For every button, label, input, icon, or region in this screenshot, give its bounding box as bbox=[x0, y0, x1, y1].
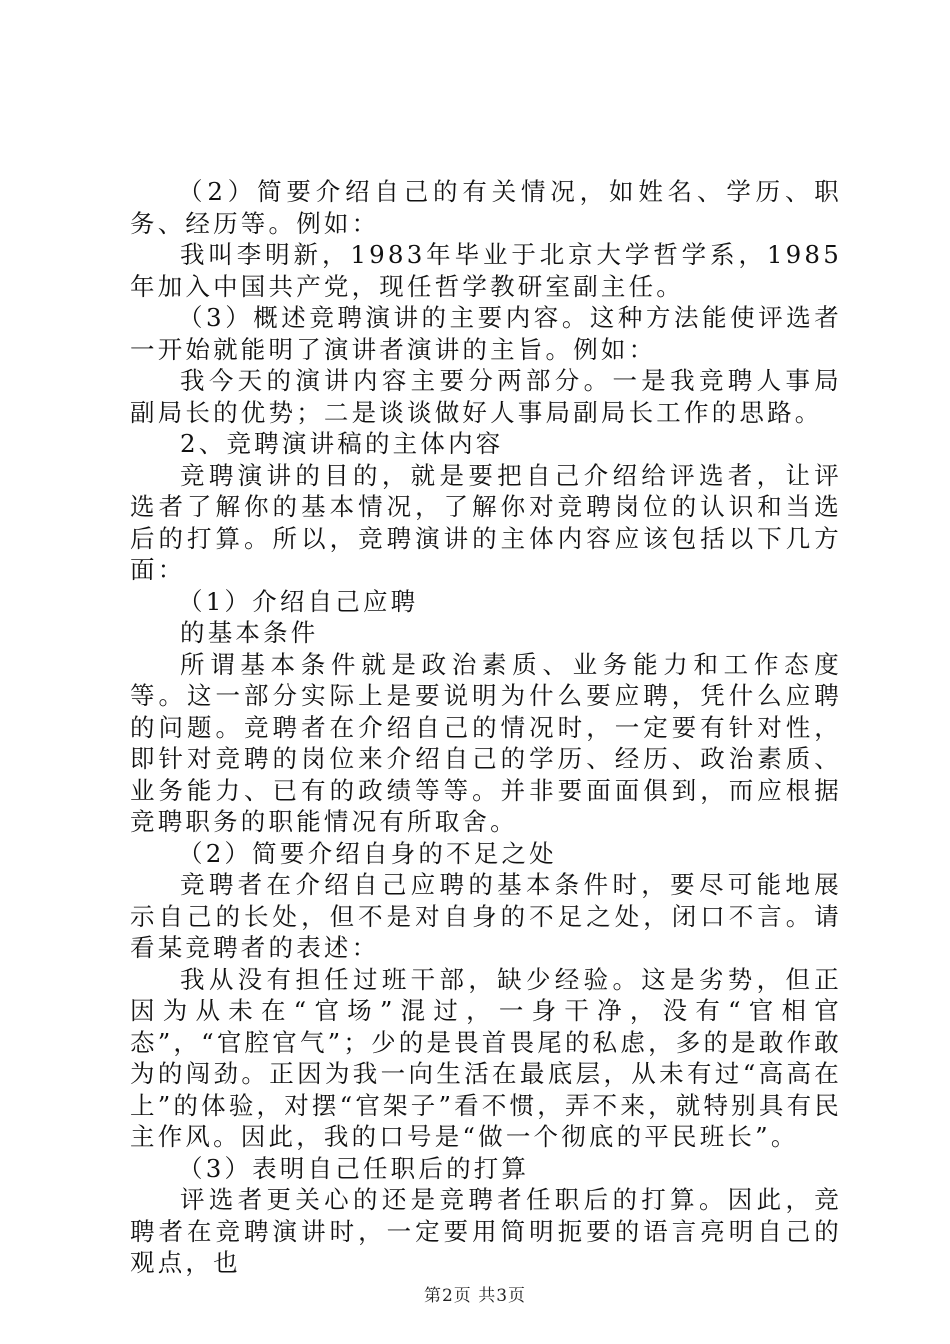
paragraph: 我今天的演讲内容主要分两部分。一是我竞聘人事局副局长的优势；二是谈谈做好人事局副局长工作的思路。 bbox=[130, 366, 842, 427]
section-heading: 2、竞聘演讲稿的主体内容 bbox=[180, 429, 504, 458]
quoted-paragraph: 我从没有担任过班干部，缺少经验。这是劣势，但正因为从未在“官场”混过，一身干净，没有“官相官态”，“官腔官气”；少的是畏首畏尾的私虑，多的是敢作敢为的闯劲。正因为我一向生活在最底层，从未有过“高高在上”的体验，对摆“官架子”看不惯，弄不来，就特别具有民主作风。因此，我的口号是“做一个彻底的平民班长”。 bbox=[130, 964, 842, 1151]
paragraph: （2）简要介绍自己的有关情况，如姓名、学历、职务、经历等。例如： bbox=[130, 177, 842, 238]
paragraph: 评选者更关心的还是竞聘者任职后的打算。因此，竞聘者在竞聘演讲时，一定要用简明扼要的语言亮明自己的观点，也 bbox=[130, 1185, 842, 1277]
paragraph: 所谓基本条件就是政治素质、业务能力和工作态度等。这一部分实际上是要说明为什么要应聘，凭什么应聘的问题。竞聘者在介绍自己的情况时，一定要有针对性，即针对竞聘的岗位来介绍自己的学历、经历、政治素质、业务能力、已有的政绩等等。并非要面面俱到，而应根据竞聘职务的职能情况有所取舍。 bbox=[130, 649, 842, 836]
paragraph: 竞聘演讲的目的，就是要把自己介绍给评选者，让评选者了解你的基本情况，了解你对竞聘岗位的认识和当选后的打算。所以，竞聘演讲的主体内容应该包括以下几方面： bbox=[130, 460, 842, 584]
paragraph: （3）概述竞聘演讲的主要内容。这种方法能使评选者一开始就能明了演讲者演讲的主旨。例如： bbox=[130, 303, 842, 364]
paragraph: 我叫李明新，1983年毕业于北京大学哲学系，1985年加入中国共产党，现任哲学教研室副主任。 bbox=[130, 240, 842, 301]
subheading: （3）表明自己任职后的打算 bbox=[178, 1153, 530, 1183]
page-footer: 第2页 共3页 bbox=[423, 1286, 527, 1306]
subheading: （1）介绍自己应聘 bbox=[178, 586, 419, 616]
document-body bbox=[130, 176, 842, 1279]
paragraph: 竞聘者在介绍自己应聘的基本条件时，要尽可能地展示自己的长处，但不是对自身的不足之处，闭口不言。请看某竞聘者的表述： bbox=[130, 870, 842, 962]
paragraph: 的基本条件 bbox=[180, 618, 319, 647]
subheading: （2）简要介绍自身的不足之处 bbox=[178, 838, 557, 868]
